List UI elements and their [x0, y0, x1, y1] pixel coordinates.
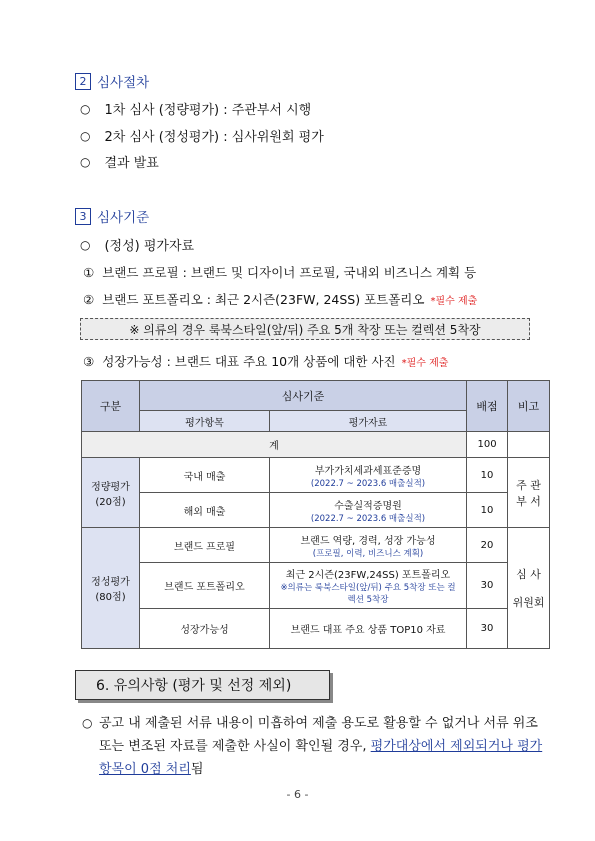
row-material [270, 493, 467, 528]
total-row [82, 432, 550, 458]
circle-bullet-icon: ○ [80, 101, 91, 116]
number-mark: ② [83, 292, 95, 307]
header-material: 평가자료 [270, 411, 467, 432]
qual-points: (80점) [95, 592, 126, 603]
procedure-item-text: 1차 심사 (정량평가) : 주관부서 시행 [104, 103, 312, 118]
required-note: *필수 제출 [430, 296, 478, 307]
row-material: 브랜드 대표 주요 상품 TOP10 자료 [270, 609, 467, 649]
header-criteria: 심사기준 [140, 381, 467, 411]
required-note: *필수 제출 [401, 358, 449, 369]
quant-category [82, 458, 140, 528]
criteria-item-1 [83, 263, 476, 281]
qual-label: 정성평가 [91, 577, 130, 588]
note-line: 부 서 [516, 494, 541, 508]
row-material [270, 563, 467, 609]
section-3-title: 심사기준 [97, 210, 150, 226]
qualitative-material-bullet [80, 235, 194, 254]
table-row [82, 458, 550, 493]
row-score: 10 [467, 493, 508, 528]
quant-points: (20점) [95, 496, 126, 508]
quant-label: 정량평가 [91, 481, 130, 493]
notice-paragraph [82, 712, 552, 781]
section-2-title: 심사절차 [97, 75, 150, 91]
note-spacer [508, 582, 549, 594]
row-score: 20 [467, 528, 508, 563]
procedure-item-3 [80, 152, 159, 171]
total-score: 100 [467, 432, 508, 458]
material-text: 부가가치세과세표준증명 [314, 465, 422, 477]
material-sub: ※의류는 룩북스타일(앞/뒤) 주요 5착장 또는 컬렉션 5착장 [280, 583, 456, 605]
table-row [82, 528, 550, 563]
procedure-item-2 [80, 126, 324, 145]
apparel-notice-box: ※ 의류의 경우 룩북스타일(앞/뒤) 주요 5개 착장 또는 컬렉션 5착장 [80, 318, 530, 340]
criteria-item-text: 브랜드 프로필 : 브랜드 및 디자이너 프로필, 국내외 비즈니스 계획 등 [102, 265, 477, 280]
qualitative-material-text: (정성) 평가자료 [104, 239, 195, 254]
table-row [82, 563, 550, 609]
section-3-heading [75, 206, 149, 226]
qual-category [82, 528, 140, 649]
note-line: 주 관 [516, 478, 541, 492]
row-item: 성장가능성 [140, 609, 270, 649]
row-item: 해외 매출 [140, 493, 270, 528]
header-item: 평가항목 [140, 411, 270, 432]
procedure-item-1 [80, 99, 311, 118]
notice-text [99, 712, 552, 781]
material-period: (2022.7 ~ 2023.6 매출실적) [310, 478, 426, 489]
qual-note [508, 528, 550, 649]
row-score: 30 [467, 563, 508, 609]
section-6-heading: 6. 유의사항 (평가 및 선정 제외) [75, 670, 330, 700]
quant-note [508, 458, 550, 528]
row-item: 브랜드 포트폴리오 [140, 563, 270, 609]
exclusion-highlight: 평가대상에서 제외되거나 평가항목이 0점 처리 [99, 739, 543, 777]
number-mark: ① [83, 265, 95, 280]
row-item: 국내 매출 [140, 458, 270, 493]
circle-bullet-icon: ○ [82, 716, 93, 730]
table-row [82, 609, 550, 649]
note-line: 위원회 [512, 596, 545, 609]
header-category: 구분 [82, 381, 140, 432]
section-2-heading [75, 71, 149, 91]
evaluation-criteria-table [81, 380, 550, 649]
row-score: 30 [467, 609, 508, 649]
total-label: 계 [82, 432, 467, 458]
section-2-number: 2 [75, 73, 91, 90]
row-item: 브랜드 프로필 [140, 528, 270, 563]
circle-bullet-icon: ○ [80, 237, 91, 252]
material-period: (2022.7 ~ 2023.6 매출실적) [310, 513, 426, 524]
circle-bullet-icon: ○ [80, 154, 91, 169]
total-note-empty [508, 432, 550, 458]
criteria-item-2 [83, 290, 477, 308]
row-material [270, 458, 467, 493]
row-material [270, 528, 467, 563]
notice-plain-text: 공고 내 제출된 서류 내용이 미흡하여 제출 용도로 활용할 수 없거나 서류 위조 또는 변조된 자료를 제출한 사실이 확인될 경우, [99, 716, 538, 754]
criteria-item-text: 브랜드 포트폴리오 : 최근 2시즌(23FW, 24SS) 포트폴리오 [102, 292, 425, 307]
material-text: 브랜드 역량, 경력, 성장 가능성 [300, 535, 436, 547]
note-line: 심 사 [516, 568, 541, 581]
material-sub: (프로필, 이력, 비즈니스 계획) [312, 548, 424, 559]
table-row [82, 493, 550, 528]
material-text: 최근 2시즌(23FW,24SS) 포트폴리오 [285, 570, 451, 581]
page-number: - 6 - [286, 788, 309, 801]
header-score: 배점 [467, 381, 508, 432]
section-3-number: 3 [75, 208, 91, 225]
criteria-item-text: 성장가능성 : 브랜드 대표 주요 10개 상품에 대한 사진 [102, 354, 396, 369]
circle-bullet-icon: ○ [80, 128, 91, 143]
material-text: 수출실적증명원 [334, 500, 402, 512]
procedure-item-text: 결과 발표 [104, 156, 159, 171]
notice-end-text: 됨 [190, 762, 204, 777]
procedure-item-text: 2차 심사 (정성평가) : 심사위원회 평가 [104, 130, 324, 145]
criteria-item-3 [83, 352, 448, 370]
header-note: 비고 [508, 381, 550, 432]
number-mark: ③ [83, 354, 95, 369]
row-score: 10 [467, 458, 508, 493]
